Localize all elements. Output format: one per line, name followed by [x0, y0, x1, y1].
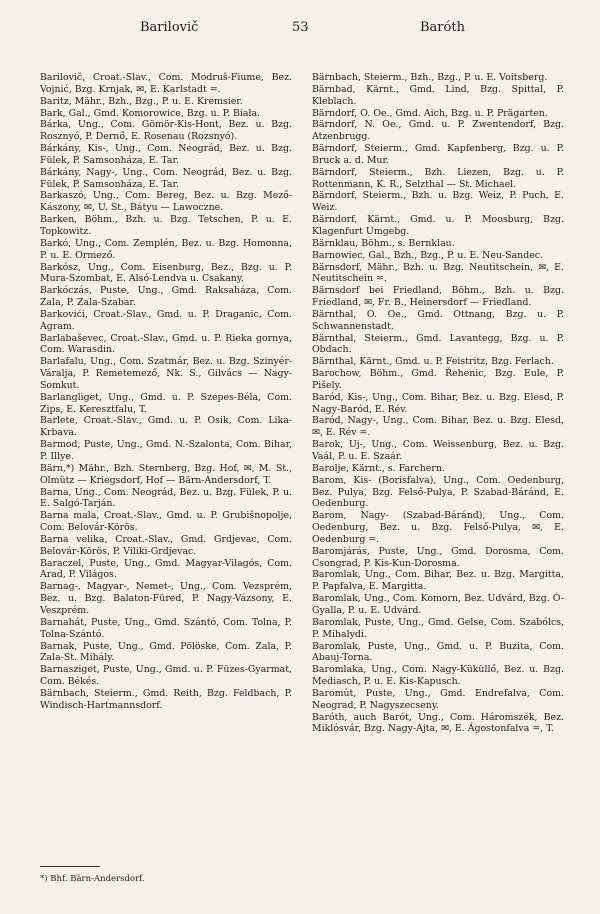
gazetteer-entry: Bárkány, Nagy-, Ung., Com. Neográd, Bez. u. Bzg. Fülek, P. Samsonháza, E. Tar. — [40, 166, 292, 190]
gazetteer-entry: Barkóczás, Puste, Ung., Gmd. Raksaháza, Com. Zala, P. Zala-Szabar. — [40, 285, 292, 309]
gazetteer-entry: Baromjárás, Puste, Ung., Gmd. Dorosma, Com. Csongrad, P. Kis-Kun-Dorosma. — [312, 545, 564, 569]
gazetteer-entry: Bärndorf, Steierm., Gmd. Kapfenberg, Bzg. u. P. Bruck a. d. Mur. — [312, 143, 564, 166]
gazetteer-entry: Bärndorf, Steierm., Bzh. u. Bzg. Weiz, P. Puch, E. Weiz. — [312, 190, 564, 214]
gazetteer-entry: Bärnsdorf bei Friedland, Böhm., Bzh. u. Bzg. Friedland, ✉, Fr. B., Heinersdorf — Friedland. — [312, 285, 564, 309]
footnote-divider — [40, 866, 100, 867]
gazetteer-entry: Baromút, Puste, Ung., Gmd. Endrefalva, Com. Neograd, P. Nagyszecseny. — [312, 687, 564, 711]
right-column — [312, 72, 564, 735]
gazetteer-entry: Bárka, Ung., Com. Gömör-Kis-Hont, Bez. u. Bzg. Rosznyó, P. Dernő, E. Rosenau (Rozsnyó). — [40, 119, 292, 143]
gazetteer-entry: Bärnbach, Steierm., Bzh., Bzg., P. u. E. Voitsberg. — [312, 72, 548, 83]
left-column — [40, 72, 292, 712]
gazetteer-entry: Barnag-, Magyar-, Nemet-, Ung., Com. Vezsprém, Bez. u. Bzg. Balaton-Füred, P. Nagy-Vázsony, E. Veszprém. — [40, 581, 292, 616]
gazetteer-entry: Barlangliget, Ung., Gmd. u. P. Szepes-Béla, Com. Zips, E. Keresztfalu, T. — [40, 391, 292, 415]
gazetteer-entry: Bärnklau, Böhm., s. Bernklau. — [312, 237, 455, 249]
gazetteer-entry: Barnahát, Puste, Ung., Gmd. Szántó, Com. Tolna, P. Tolna-Szántó. — [40, 616, 292, 640]
gazetteer-entry: Barna, Ung., Com. Neográd, Bez. u. Bzg. Fülek, P. u. E. Salgó-Tarján. — [40, 486, 292, 510]
gazetteer-entry: Barnasziget, Puste, Ung., Gmd. u. P. Füzes-Gyarmat, Com. Békés. — [40, 664, 292, 688]
gazetteer-entry: Bärnthal, Steierm., Gmd. Lavantegg, Bzg. u. P. Obdach. — [312, 332, 564, 356]
gazetteer-entry: Barolje, Kärnt., s. Farchern. — [312, 462, 445, 474]
gazetteer-entry: Barnak, Puste, Ung., Gmd. Pölöske, Com. Zala, P. Zala-St. Mihály. — [40, 640, 292, 664]
gazetteer-entry: Bärnbach, Steierm., Gmd. Reith, Bzg. Feldbach, P. Windisch-Hartmannsdorf. — [40, 687, 292, 711]
gazetteer-entry: Baromlak, Ung., Com. Bihar, Bez. u. Bzg. Margitta, P. Papfalva, E. Margitta. — [312, 569, 564, 593]
gazetteer-entry: Barkósz, Ung., Com. Eisenburg, Bez., Bzg. u. P. Mura-Szombat, E. Alsó-Lendva u. Csakany. — [40, 261, 292, 285]
gazetteer-entry: Bärnbad, Kärnt., Gmd. Lind, Bzg. Spittal, P. Kleblach. — [312, 83, 564, 107]
gazetteer-entry: Barom, Nagy- (Szabad-Báránd), Ung., Com. Oedenburg, Bez. u. Bzg. Felső-Pulya, ✉, E. Oedenburg =. — [312, 510, 564, 545]
gazetteer-entry: Bärndorf, O. Oe., Gmd. Aich, Bzg. u. P. Prägarten. — [312, 107, 548, 119]
gazetteer-entry: Barlafalu, Ung., Com. Szatmár, Bez. u. Bzg. Szinyér-Váralja, P. Remetemező, Nk. S., Gilvács — Nagy-Somkut. — [40, 356, 292, 391]
gazetteer-entry: Baromlak, Ung., Com. Komorn, Bez. Udvárd, Bzg. Ó-Gyalla, P. u. E. Udvárd. — [312, 593, 564, 616]
gazetteer-entry: Barna mala, Croat.-Slav., Gmd. u. P. Grubišnopolje, Com. Belovár-Körös. — [40, 510, 292, 534]
gazetteer-entry: Barlete, Croat.-Slav., Gmd. u. P. Osik, Com. Lika-Krbava. — [40, 415, 292, 439]
gazetteer-entry: Bárkány, Kis-, Ung., Com. Neográd, Bez. u. Bzg. Fülek, P. Samsonháza, E. Tar. — [40, 143, 292, 166]
gazetteer-entry: Barken, Böhm., Bzh. u. Bzg. Tetschen, P. u. E. Topkowitz. — [40, 214, 292, 237]
gazetteer-entry: Barlabaševec, Croat.-Slav., Gmd. u. P. Rieka gornya, Com. Warasdin. — [40, 332, 292, 356]
gazetteer-entry: Barkaszó, Ung., Com. Bereg, Bez. u. Bzg. Mező-Kászony, ✉, U. St., Bátyu — Lawoczne. — [40, 190, 292, 214]
gazetteer-entry: Baritz, Mähr., Bzh., Bzg., P. u. E. Kremsier. — [40, 95, 243, 107]
gazetteer-entry: Baród, Nagy-, Ung., Com. Bihar, Bez. u. Bzg. Elesd, ✉, E. Rév =. — [312, 415, 564, 439]
gazetteer-entry: Bärndorf, N. Oe., Gmd. u. P. Zwentendorf, Bzg. Atzenbrugg. — [312, 119, 564, 143]
gazetteer-entry: Barkovići, Croat.-Slav., Gmd. u. P. Draganic, Com. Agram. — [40, 308, 292, 332]
gazetteer-entry: Barok, Uj-, Ung., Com. Weissenburg, Bez. u. Bzg. Vaál, P. u. E. Szaár. — [312, 439, 564, 462]
gazetteer-entry: Baromlak, Puste, Ung., Gmd. Gelse, Com. Szabólcs, P. Mihalydi. — [312, 616, 564, 640]
running-head-left: Barilovič — [140, 20, 199, 35]
gazetteer-entry: Barochow, Böhm., Gmd. Řehenic, Bzg. Eule, P. Pišely. — [312, 368, 564, 391]
gazetteer-entry: Baromlaka, Ung., Com. Nagy-Küküllő, Bez. u. Bzg. Mediasch, P. u. E. Kis-Kapusch. — [312, 664, 564, 688]
gazetteer-entry: Barnowiec, Gal., Bzh., Bzg., P. u. E. Neu-Sandec. — [312, 249, 543, 261]
gazetteer-entry: Baromlak, Puste, Ung., Gmd. u. P. Buzita, Com. Abauj-Torna. — [312, 640, 564, 664]
gazetteer-entry: Baraczel, Puste, Ung., Gmd. Magyar-Vilagós, Com. Arad, P. Világos. — [40, 557, 292, 581]
gazetteer-entry: Bärndorf, Kärnt., Gmd. u. P. Moosburg, Bzg. Klagenfurt Umgebg. — [312, 214, 564, 237]
gazetteer-entry: Barilovič, Croat.-Slav., Com. Modruš-Fiume, Bez. Vojnić, Bzg. Krnjak, ✉, E. Karlstadt =. — [40, 72, 292, 95]
gazetteer-entry: Barom, Kis- (Borisfalva), Ung., Com. Oedenburg, Bez. Pulya, Bzg. Felső-Pulya, P. Szabad-Báránd, E. Oedenburg. — [312, 474, 564, 510]
gazetteer-entry: Bärnthal, O. Oe., Gmd. Ottnang, Bzg. u. P. Schwannenstadt. — [312, 308, 564, 332]
gazetteer-entry: Bärndorf, Steierm., Bzh. Liezen, Bzg. u. P. Rottenmann, K. R., Selzthal — St. Michael. — [312, 166, 564, 190]
gazetteer-entry: Baród, Kis-, Ung., Com. Bihar, Bez. u. Bzg. Elesd, P. Nagy-Baród, E. Rév. — [312, 391, 564, 415]
gazetteer-entry: Bärn,*) Mähr., Bzh. Sternberg, Bzg. Hof, ✉, M. St., Olmütz — Kriegsdorf, Hof — Bärn-Andersdorf, T. — [40, 462, 292, 486]
page-number: 53 — [292, 20, 309, 35]
page-header — [0, 20, 600, 42]
gazetteer-entry: Barna velika, Croat.-Slav., Gmd. Grdjevac, Com. Belovár-Körös, P. Viliki-Grdjevac. — [40, 533, 292, 557]
gazetteer-entry: Bark, Gal., Gmd. Komorowice, Bzg. u. P. Biała. — [40, 107, 261, 119]
gazetteer-entry: Bärnthal, Kärnt., Gmd. u. P. Feistritz, Bzg. Ferlach. — [312, 356, 554, 368]
running-head-right: Baróth — [420, 20, 465, 35]
gazetteer-entry: Bärnsdorf, Mähr., Bzh. u. Bzg. Neutitschein, ✉, E. Neutitschein =. — [312, 261, 564, 285]
gazetteer-entry: Barkó, Ung., Com. Zemplén, Bez. u. Bzg. Homonna, P. u. E. Ormező. — [40, 237, 292, 261]
gazetteer-entry: Barmod, Puste, Ung., Gmd. N.-Szalonta, Com. Bihar, P. Illye. — [40, 439, 292, 462]
footnote: *) Bhf. Bärn-Andersdorf. — [40, 874, 145, 884]
gazetteer-entry: Baróth, auch Barót, Ung., Com. Háromszék, Bez. Miklósvár, Bzg. Nagy-Ajta, ✉, E. Ágostonfalva =, T. — [312, 711, 564, 735]
